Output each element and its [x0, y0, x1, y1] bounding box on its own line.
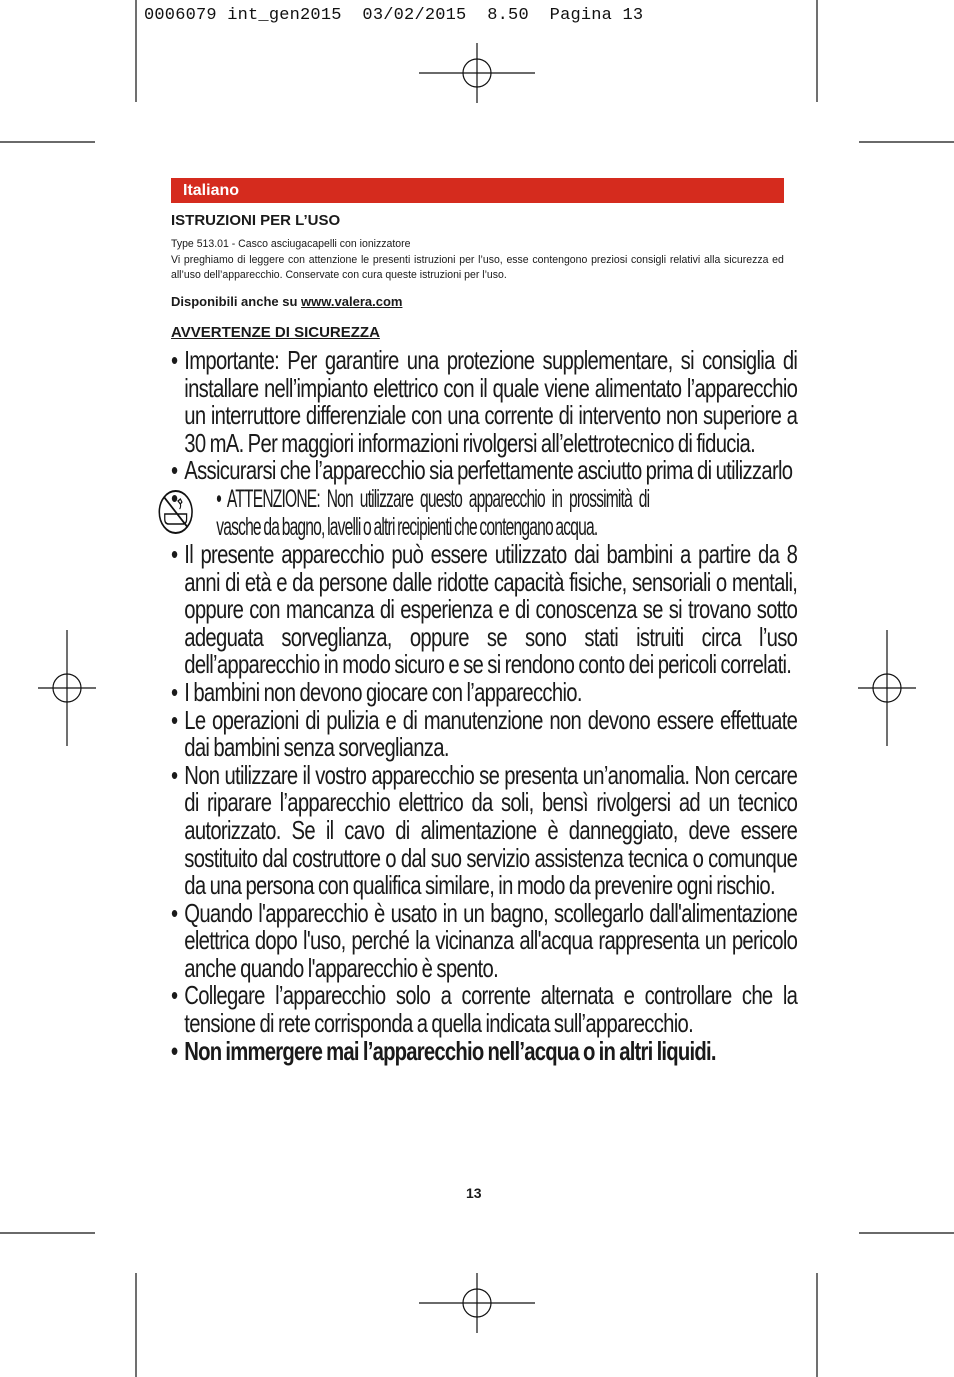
no-bathtub-icon — [158, 489, 194, 535]
list-item: • Assicurarsi che l’apparecchio sia perfettamente asciutto prima di utilizzarlo — [171, 457, 797, 485]
registration-mark-right — [858, 630, 916, 746]
availability-line — [171, 294, 402, 309]
warning-row — [171, 485, 797, 541]
safety-section-title: AVVERTENZE DI SICUREZZA — [171, 324, 380, 341]
list-item: • Il presente apparecchio può essere utilizzato dai bambini a partire da 8 anni di età e da persone dalle ridotte capacità fisiche, sensoriali o mentali, oppure con mancanza di esperienza e di conoscenza se si trovano sotto adeguata sorveglianza, oppure se sono stati istruiti circa l’uso dell’apparecchio in modo sicuro e se si rendono conto dei pericoli correlati. — [171, 541, 797, 679]
print-slug: 0006079 int_gen2015 03/02/2015 8.50 Pagina 13 — [144, 6, 644, 25]
list-item: • Importante: Per garantire una protezione supplementare, si consiglia di installare nell’impianto elettrico con il quale viene alimentato l’apparecchio un interruttore differenziale con una corrente di intervento non superiore a 30 mA. Per maggiori informazioni rivolgersi all’elettrotecnico di fiducia. — [171, 347, 797, 457]
list-item: • Non utilizzare il vostro apparecchio se presenta un’anomalia. Non cercare di riparare l’apparecchio elettrico da soli, bensì rivolgersi ad un tecnico autorizzato. Se il cavo di alimentazione è danneggiato, deve essere sostituito dal costruttore o dal suo servizio assistenza tecnica o comunque da una persona con qualifica similare, in modo da prevenire ogni rischio. — [171, 762, 797, 900]
list-item-emphasis: • Non immergere mai l’apparecchio nell’acqua o in altri liquidi. — [171, 1038, 797, 1066]
language-band: Italiano — [171, 178, 784, 203]
registration-mark-left — [38, 630, 96, 746]
registration-mark-top — [419, 43, 535, 103]
instructions-title: ISTRUZIONI PER L’USO — [171, 212, 341, 229]
page-number: 13 — [466, 1185, 482, 1201]
type-line: Type 513.01 - Casco asciugacapelli con ionizzatore — [171, 238, 411, 250]
safety-list — [171, 345, 798, 1066]
website-link[interactable]: www.valera.com — [301, 294, 403, 309]
warning-text: • • ATTENZIONE: Non utilizzare questo apparecchio in prossimità di vasche da bagno, lavelli o altri recipienti che contengano acqua. — [216, 485, 649, 541]
list-item: • Quando l'apparecchio è usato in un bagno, scollegarlo dall'alimentazione elettrica dopo l'uso, perché la vicinanza all'acqua rappresenta un pericolo anche quando l'apparecchio è spento. — [171, 900, 797, 983]
registration-mark-bottom — [419, 1273, 535, 1333]
availability-label: Disponibili anche su — [171, 294, 298, 309]
intro-text: Vi preghiamo di leggere con attenzione le presenti istruzioni per l’uso, esse contengono preziosi consigli relativi alla sicurezza ed all’uso dell’apparecchio. Conservate con cura queste istruzioni per l’uso. — [171, 254, 784, 281]
list-item: • I bambini non devono giocare con l’apparecchio. — [171, 679, 797, 707]
list-item: • Le operazioni di pulizia e di manutenzione non devono essere effettuate dai bambini senza sorveglianza. — [171, 707, 797, 762]
list-item: • Collegare l’apparecchio solo a corrente alternata e controllare che la tensione di rete corrisponda a quella indicata sull’apparecchio. — [171, 982, 797, 1037]
